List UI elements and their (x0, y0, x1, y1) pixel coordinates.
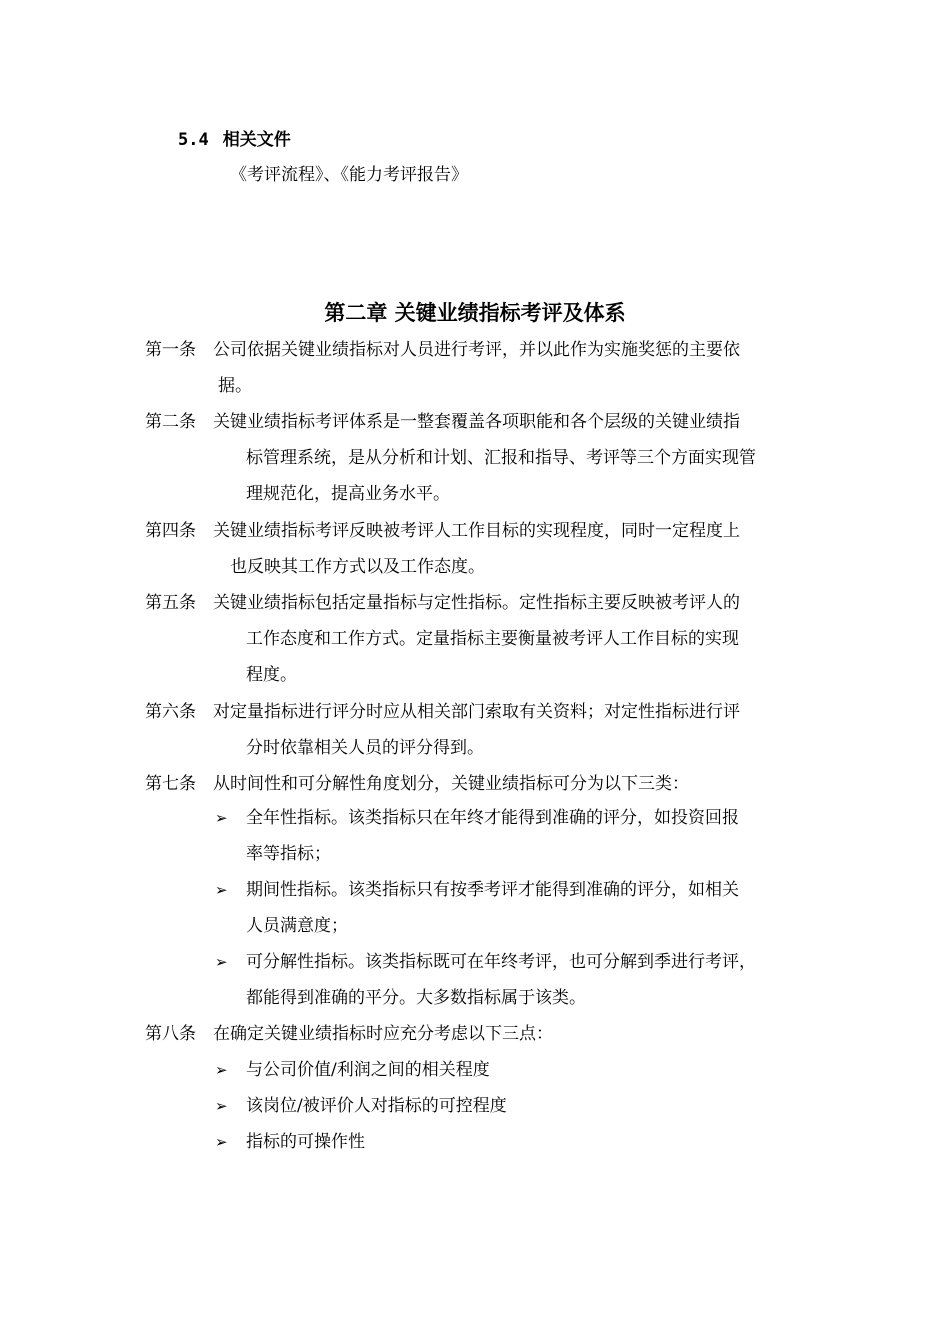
article-label: 第四条 (145, 521, 196, 541)
bullet-line: 人员满意度； (246, 916, 348, 936)
article-label: 第一条 (145, 340, 196, 360)
bullet-line: 指标的可操作性 (246, 1132, 365, 1152)
section-title: 相关文件 (222, 130, 291, 150)
article-line: 在确定关键业绩指标时应充分考虑以下三点： (213, 1024, 553, 1044)
arrow-bullet-icon: ➢ (215, 809, 228, 827)
article-label: 第八条 (145, 1024, 196, 1044)
arrow-bullet-icon: ➢ (215, 1097, 228, 1115)
arrow-bullet-icon: ➢ (215, 1061, 228, 1079)
article-line: 关键业绩指标考评体系是一整套覆盖各项职能和各个层级的关键业绩指 (213, 412, 740, 432)
bullet-line: 全年性指标。该类指标只在年终才能得到准确的评分，如投资回报 (246, 808, 739, 828)
bullet-line: 与公司价值/利润之间的相关程度 (246, 1060, 490, 1080)
article-line: 对定量指标进行评分时应从相关部门索取有关资料；对定性指标进行评 (213, 702, 740, 722)
chapter-title: 第二章 关键业绩指标考评及体系 (324, 301, 626, 325)
article-line: 关键业绩指标考评反映被考评人工作目标的实现程度，同时一定程度上 (213, 521, 740, 541)
article-label: 第五条 (145, 593, 196, 613)
article-label: 第六条 (145, 702, 196, 722)
article-line: 理规范化，提高业务水平。 (246, 484, 450, 504)
article-line: 标管理系统，是从分析和计划、汇报和指导、考评等三个方面实现管 (246, 448, 756, 468)
article-line: 据。 (218, 376, 252, 396)
article-line: 分时依靠相关人员的评分得到。 (246, 738, 484, 758)
article-line: 程度。 (246, 665, 297, 685)
bullet-line: 期间性指标。该类指标只有按季考评才能得到准确的评分，如相关 (246, 880, 739, 900)
article-line: 从时间性和可分解性角度划分，关键业绩指标可分为以下三类： (213, 774, 689, 794)
arrow-bullet-icon: ➢ (215, 953, 228, 971)
bullet-line: 该岗位/被评价人对指标的可控程度 (246, 1096, 507, 1116)
arrow-bullet-icon: ➢ (215, 881, 228, 899)
section-heading (178, 125, 291, 150)
article-label: 第二条 (145, 412, 196, 432)
article-label: 第七条 (145, 774, 196, 794)
section-content: 《考评流程》、《能力考评报告》 (230, 165, 468, 185)
article-line: 关键业绩指标包括定量指标与定性指标。定性指标主要反映被考评人的 (213, 593, 740, 613)
bullet-line: 率等指标； (246, 844, 331, 864)
article-line: 也反映其工作方式以及工作态度。 (230, 557, 485, 577)
bullet-line: 可分解性指标。该类指标既可在年终考评，也可分解到季进行考评， (246, 952, 756, 972)
article-line: 工作态度和工作方式。定量指标主要衡量被考评人工作目标的实现 (246, 629, 739, 649)
section-number: 5.4 (178, 130, 209, 150)
bullet-line: 都能得到准确的平分。大多数指标属于该类。 (246, 988, 586, 1008)
arrow-bullet-icon: ➢ (215, 1133, 228, 1151)
article-line: 公司依据关键业绩指标对人员进行考评，并以此作为实施奖惩的主要依 (213, 340, 740, 360)
